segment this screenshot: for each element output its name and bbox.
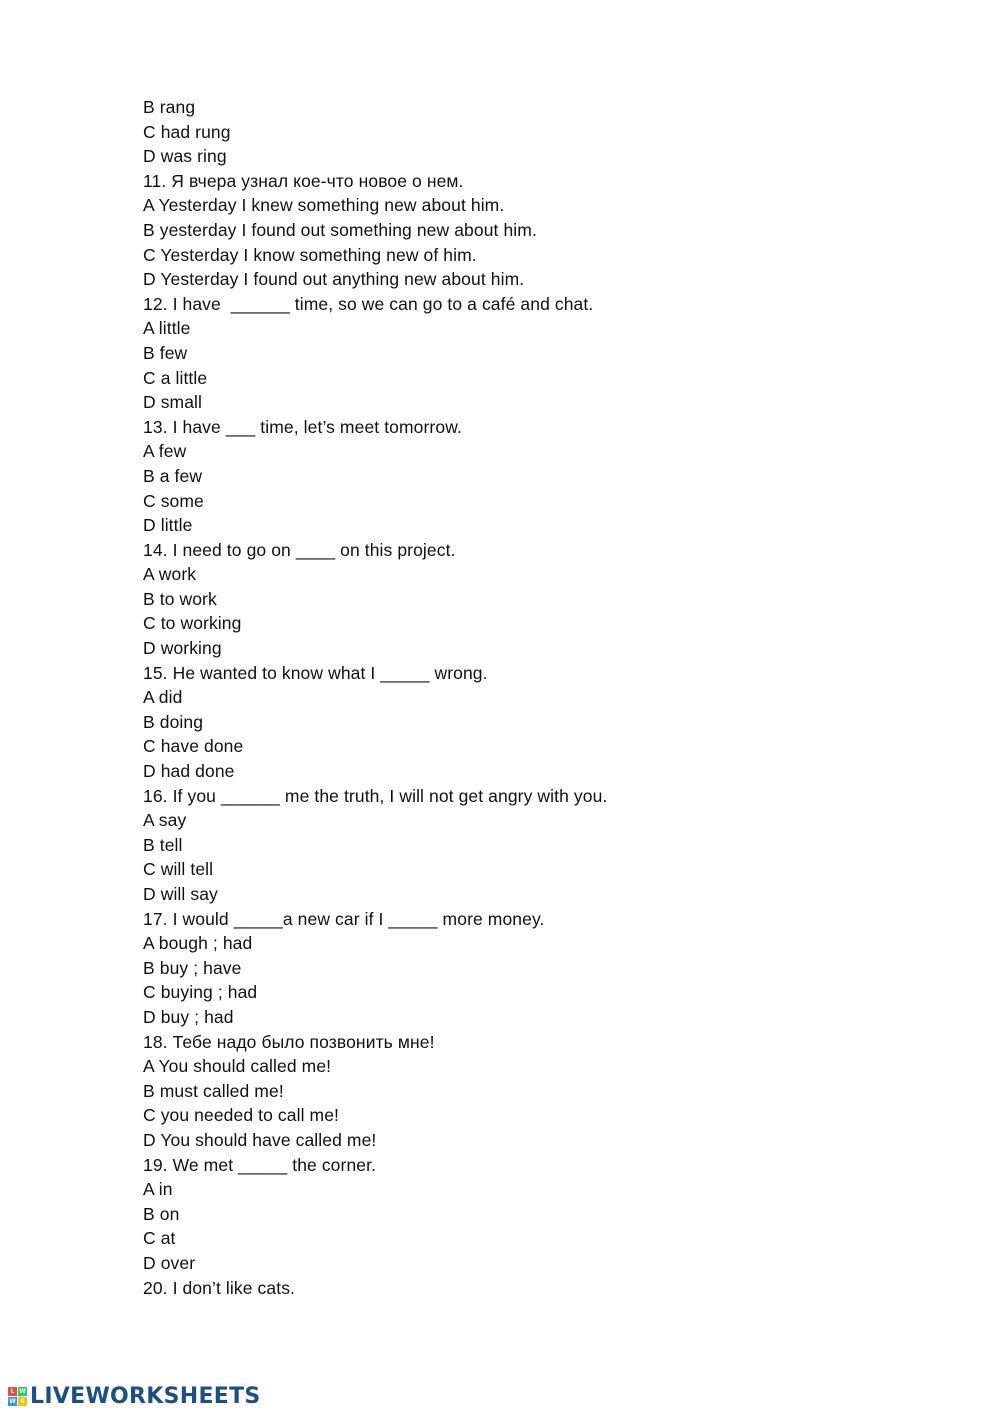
text-line: D had done <box>143 761 235 782</box>
text-line: B tell <box>143 834 183 855</box>
text-line: A You should called me! <box>143 1056 332 1077</box>
text-line: B doing <box>143 711 204 732</box>
text-line: B must called me! <box>143 1080 284 1101</box>
text-line: B rang <box>143 97 196 117</box>
worksheet-text <box>143 95 903 1300</box>
text-line: B few <box>143 342 188 363</box>
text-line: A work <box>143 564 197 585</box>
text-line: C Yesterday I know something new of him. <box>143 244 477 265</box>
text-line: C had rung <box>143 121 231 142</box>
text-line: A say <box>143 810 187 831</box>
text-line: C a little <box>143 367 208 388</box>
text-line: C buying ; had <box>143 982 258 1003</box>
text-line: D working <box>143 638 222 659</box>
question-14: 14. I need to go on ____ on this project. <box>143 539 456 560</box>
text-line: D over <box>143 1252 196 1273</box>
question-17: 17. I would _____a new car if I _____ more money. <box>143 908 545 929</box>
question-12: 12. I have ______ time, so we can go to a café and chat. <box>143 293 594 314</box>
text-line: A Yesterday I knew something new about him. <box>143 195 505 216</box>
text-line: A did <box>143 687 183 708</box>
logo-cell-s: S <box>18 1397 27 1406</box>
text-line: D Yesterday I found out anything new about him. <box>143 269 525 290</box>
question-16: 16. If you ______ me the truth, I will not get angry with you. <box>143 785 608 806</box>
text-line: B a few <box>143 465 203 486</box>
text-line: D small <box>143 392 203 413</box>
logo-cell-w2: W <box>9 1397 16 1405</box>
text-line: B yesterday I found out something new about him. <box>143 219 537 240</box>
text-line: C at <box>143 1228 176 1249</box>
text-line: B on <box>143 1203 180 1224</box>
text-line: D will say <box>143 884 218 904</box>
text-line: C to working <box>143 613 242 634</box>
text-line: C some <box>143 490 204 511</box>
question-19: 19. We met _____ the corner. <box>143 1154 377 1175</box>
question-11: 11. Я вчера узнал кое-что новое о нем. <box>143 170 464 191</box>
text-line: C you needed to call me! <box>143 1105 339 1126</box>
brand-name: LIVEWORKSHEETS <box>30 1383 261 1409</box>
text-line: A bough ; had <box>143 933 253 954</box>
text-line: D buy ; had <box>143 1006 234 1027</box>
liveworksheets-logo <box>8 1381 261 1411</box>
text-line: C have done <box>143 736 244 757</box>
logo-cell-w: W <box>19 1387 26 1395</box>
text-line: D was ring <box>143 146 227 167</box>
text-line: A little <box>143 318 191 339</box>
question-18: 18. Тебе надо было позвонить мне! <box>143 1031 435 1052</box>
text-line: A few <box>143 441 187 462</box>
question-20: 20. I don’t like cats. <box>143 1277 296 1298</box>
question-13: 13. I have ___ time, let’s meet tomorrow. <box>143 416 462 437</box>
text-line: C will tell <box>143 859 214 880</box>
text-line: A in <box>143 1179 173 1200</box>
logo-grid-icon <box>8 1387 27 1406</box>
logo-cell-l: L <box>8 1387 17 1396</box>
question-15: 15. He wanted to know what I _____ wrong. <box>143 662 488 683</box>
text-line: D little <box>143 515 193 536</box>
text-line: B to work <box>143 588 217 609</box>
text-line: B buy ; have <box>143 957 242 978</box>
text-line: D You should have called me! <box>143 1129 377 1150</box>
